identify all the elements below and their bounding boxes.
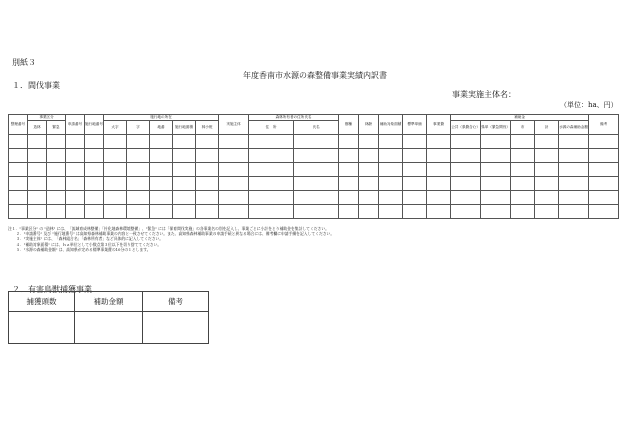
table-cell[interactable] <box>9 149 28 163</box>
table-cell[interactable] <box>589 163 619 177</box>
table-cell[interactable] <box>219 149 249 163</box>
table-cell[interactable] <box>451 163 481 177</box>
table-cell[interactable] <box>249 163 294 177</box>
table-cell[interactable] <box>28 149 47 163</box>
table-cell[interactable] <box>451 191 481 205</box>
table-cell[interactable] <box>196 135 219 149</box>
table-cell[interactable] <box>104 191 127 205</box>
table-cell[interactable] <box>85 163 104 177</box>
th-hyojun-tanka: 標準単価 <box>403 115 427 135</box>
table-row <box>9 149 619 163</box>
unit-label: （単位：ha、円） <box>560 101 618 109</box>
table-cell[interactable] <box>379 149 403 163</box>
table-cell[interactable] <box>47 205 66 219</box>
th-kencho: 県単（緊急間伐） <box>481 121 511 135</box>
table-cell[interactable] <box>219 177 249 191</box>
table-cell[interactable] <box>589 205 619 219</box>
table-cell[interactable] <box>150 177 173 191</box>
table-cell[interactable] <box>481 163 511 177</box>
table-cell[interactable] <box>339 149 359 163</box>
thinning-results-table <box>8 114 619 219</box>
table-cell[interactable] <box>173 163 196 177</box>
table-cell[interactable] <box>427 191 451 205</box>
table-cell[interactable] <box>379 135 403 149</box>
table-cell[interactable] <box>249 177 294 191</box>
table-cell[interactable] <box>511 163 535 177</box>
table-cell[interactable] <box>451 177 481 191</box>
th-jusho: 住 所 <box>249 121 294 135</box>
table-cell[interactable] <box>339 163 359 177</box>
table-cell[interactable] <box>9 205 28 219</box>
table-cell[interactable] <box>427 135 451 149</box>
th-hojokin: 補助金 <box>451 115 589 121</box>
table-cell[interactable] <box>379 177 403 191</box>
th-kanbatsu: 造林 <box>28 121 47 135</box>
table-cell[interactable] <box>511 191 535 205</box>
table-cell[interactable] <box>127 205 150 219</box>
table-cell[interactable] <box>85 205 104 219</box>
table-cell[interactable] <box>9 177 28 191</box>
table-cell[interactable] <box>294 177 339 191</box>
th-seibi-bangou: 整理番号 <box>9 115 28 135</box>
table-cell[interactable] <box>47 163 66 177</box>
table-cell[interactable] <box>339 135 359 149</box>
table-cell[interactable] <box>339 205 359 219</box>
table-cell[interactable] <box>196 205 219 219</box>
table-cell[interactable] <box>379 191 403 205</box>
table-cell[interactable] <box>403 177 427 191</box>
table-cell[interactable] <box>196 191 219 205</box>
th-shi: 市 <box>511 121 535 135</box>
table-cell[interactable] <box>427 205 451 219</box>
section-2-heading: ２．有害鳥獣捕獲事業 <box>12 285 92 294</box>
table-cell[interactable] <box>104 135 127 149</box>
table-cell[interactable] <box>511 205 535 219</box>
table-cell[interactable] <box>294 191 339 205</box>
table-cell[interactable] <box>535 135 559 149</box>
th-rinrei: 林齢 <box>359 115 379 135</box>
th-shinrin-shoyusha: 森林所有者の住所氏名 <box>249 115 339 121</box>
table-cell[interactable] <box>359 191 379 205</box>
table-cell[interactable] <box>104 149 127 163</box>
cell-hojo-kingaku[interactable] <box>75 312 143 344</box>
table-cell[interactable] <box>150 205 173 219</box>
table-cell[interactable] <box>196 177 219 191</box>
table-cell[interactable] <box>589 135 619 149</box>
table-cell[interactable] <box>249 149 294 163</box>
table-cell[interactable] <box>47 135 66 149</box>
table-cell[interactable] <box>127 191 150 205</box>
table-cell[interactable] <box>28 177 47 191</box>
table-cell[interactable] <box>196 163 219 177</box>
section-1-heading: １．間伐事業 <box>12 81 60 90</box>
table-cell[interactable] <box>173 191 196 205</box>
table-cell[interactable] <box>173 177 196 191</box>
table-cell[interactable] <box>28 205 47 219</box>
th-hokaku-tousu: 捕獲頭数 <box>9 292 75 312</box>
table-cell[interactable] <box>359 177 379 191</box>
table-cell[interactable] <box>339 191 359 205</box>
table-cell[interactable] <box>559 205 589 219</box>
table-cell[interactable] <box>379 205 403 219</box>
th-biko: 備考 <box>589 115 619 135</box>
table-row <box>9 177 619 191</box>
table-cell[interactable] <box>127 149 150 163</box>
table-cell[interactable] <box>196 149 219 163</box>
table-cell[interactable] <box>427 177 451 191</box>
th-shimei: 氏名 <box>294 121 339 135</box>
table-cell[interactable] <box>28 163 47 177</box>
th-hojo-menseki: 補助対象面積 <box>379 115 403 135</box>
table-cell[interactable] <box>359 205 379 219</box>
th-chiban: 地番 <box>150 121 173 135</box>
th-jushu: 樹種 <box>339 115 359 135</box>
table-cell[interactable] <box>481 149 511 163</box>
table-cell[interactable] <box>589 177 619 191</box>
table-cell[interactable] <box>481 205 511 219</box>
th-jigyohi: 事業費 <box>427 115 451 135</box>
table-cell[interactable] <box>9 191 28 205</box>
th-suigen-hojo: 水源の森補助金額 <box>559 121 589 135</box>
table-cell[interactable] <box>511 149 535 163</box>
table-cell[interactable] <box>47 191 66 205</box>
table-cell[interactable] <box>535 177 559 191</box>
table-cell[interactable] <box>66 205 85 219</box>
table-cell[interactable] <box>403 149 427 163</box>
table-cell[interactable] <box>219 205 249 219</box>
table-cell[interactable] <box>219 135 249 149</box>
table-cell[interactable] <box>294 205 339 219</box>
th-kei: 計 <box>535 121 559 135</box>
table-cell[interactable] <box>173 205 196 219</box>
table-cell[interactable] <box>403 163 427 177</box>
note-line: ２．"申請番号" 及び "施行地番号" は高知県森林補助事業の内容と一致させてください。また、高知県森林補助事業の申請手続と異なる場合には、備考欄に申請手續を記入してください。 <box>16 231 335 237</box>
table-cell[interactable] <box>173 135 196 149</box>
table-cell[interactable] <box>403 205 427 219</box>
table-cell[interactable] <box>294 163 339 177</box>
notes-block <box>8 226 334 252</box>
table-cell[interactable] <box>85 177 104 191</box>
table-cell[interactable] <box>294 135 339 149</box>
attachment-label: 別紙３ <box>12 58 36 67</box>
th-shinsei-bangou: 申請番号 <box>66 115 85 135</box>
table-cell[interactable] <box>451 149 481 163</box>
table-cell[interactable] <box>451 135 481 149</box>
table-cell[interactable] <box>150 135 173 149</box>
table-cell[interactable] <box>85 149 104 163</box>
note-line: ４．"補助対象面積" には、ｈａ単位として小数点第３位以下を切り捨ててください。 <box>16 241 162 247</box>
table-cell[interactable] <box>559 163 589 177</box>
table-row <box>9 205 619 219</box>
table-cell[interactable] <box>9 135 28 149</box>
table-cell[interactable] <box>535 163 559 177</box>
table-cell[interactable] <box>127 177 150 191</box>
table-cell[interactable] <box>339 177 359 191</box>
table-cell[interactable] <box>481 177 511 191</box>
table-cell[interactable] <box>104 163 127 177</box>
table-cell[interactable] <box>559 191 589 205</box>
table-cell[interactable] <box>481 191 511 205</box>
table-body <box>9 135 619 219</box>
table-cell[interactable] <box>511 177 535 191</box>
table-cell[interactable] <box>127 135 150 149</box>
table-cell[interactable] <box>589 191 619 205</box>
th-hojo-kingaku: 補助金額 <box>75 292 143 312</box>
table-cell[interactable] <box>294 149 339 163</box>
table-cell[interactable] <box>150 191 173 205</box>
th-kinkyu: 緊急 <box>47 121 66 135</box>
table-cell[interactable] <box>427 149 451 163</box>
th-biko-2: 備考 <box>143 292 209 312</box>
th-suigen-menseki: 林小班 <box>196 121 219 135</box>
table-cell[interactable] <box>66 149 85 163</box>
table-cell[interactable] <box>559 177 589 191</box>
table-cell[interactable] <box>359 135 379 149</box>
table-cell[interactable] <box>85 135 104 149</box>
table-cell[interactable] <box>66 135 85 149</box>
table-cell[interactable] <box>359 149 379 163</box>
table-cell[interactable] <box>173 149 196 163</box>
table-cell[interactable] <box>66 163 85 177</box>
th-oaza: 大字 <box>104 121 127 135</box>
note-line: ３．"実施主体" には、「森林組合名」「森林所有者」など具体的に記入してください。 <box>16 236 164 242</box>
table-cell[interactable] <box>559 135 589 149</box>
note-line: 注１．"事業区分" の "造林" には、「流域育成林整備」「针化地森林環境整備」、"緊急" には「保育間伐実施」の各事業名の別を記入し、事業ごとに小計をとり補助金を集計してください。 <box>8 226 329 231</box>
table-cell[interactable] <box>249 191 294 205</box>
table-cell[interactable] <box>219 163 249 177</box>
table-cell[interactable] <box>104 205 127 219</box>
table-cell[interactable] <box>535 205 559 219</box>
cell-hokaku-tousu[interactable] <box>9 312 75 344</box>
table-cell[interactable] <box>511 135 535 149</box>
table-cell[interactable] <box>481 135 511 149</box>
table-cell[interactable] <box>249 135 294 149</box>
table-cell[interactable] <box>379 163 403 177</box>
table-cell[interactable] <box>427 163 451 177</box>
table-cell[interactable] <box>359 163 379 177</box>
table-row <box>9 191 619 205</box>
table-cell[interactable] <box>104 177 127 191</box>
table-cell[interactable] <box>127 163 150 177</box>
th-shikou-chiban: 施行地番号 <box>85 115 104 135</box>
table-cell[interactable] <box>535 149 559 163</box>
table-cell[interactable] <box>403 191 427 205</box>
th-kokyo-shisetsu: 公共（県費含む） <box>451 121 481 135</box>
table-cell[interactable] <box>47 177 66 191</box>
table-cell[interactable] <box>85 191 104 205</box>
table-cell[interactable] <box>219 191 249 205</box>
table-cell[interactable] <box>66 191 85 205</box>
th-jigyo-kubun: 事業区分 <box>28 115 66 121</box>
table-cell[interactable] <box>451 205 481 219</box>
document-title: 年度香南市水源の森整備事業実績内訳書 <box>243 71 387 80</box>
table-row <box>9 163 619 177</box>
table-cell[interactable] <box>559 149 589 163</box>
table-cell[interactable] <box>28 191 47 205</box>
th-shikou-menseki: 施行地面積 <box>173 121 196 135</box>
table-cell[interactable] <box>249 205 294 219</box>
table-cell[interactable] <box>9 163 28 177</box>
note-line: ５．"水源の森補助金額" は、高知県が定める標準事業費の10分の１とします。 <box>16 246 151 252</box>
table-cell[interactable] <box>535 191 559 205</box>
table-cell[interactable] <box>150 163 173 177</box>
cell-biko-2[interactable] <box>143 312 209 344</box>
table-cell[interactable] <box>28 135 47 149</box>
table-cell[interactable] <box>589 149 619 163</box>
entity-label: 事業実施主体名： <box>452 90 516 99</box>
th-jissi-shutai: 実施主体 <box>219 115 249 135</box>
table-cell[interactable] <box>403 135 427 149</box>
th-aza: 字 <box>127 121 150 135</box>
pest-capture-table <box>8 291 209 344</box>
table-cell[interactable] <box>150 149 173 163</box>
th-shikouchi-shozai: 施行地の所在 <box>104 115 219 121</box>
table-cell[interactable] <box>47 149 66 163</box>
table-row <box>9 135 619 149</box>
table-cell[interactable] <box>66 177 85 191</box>
